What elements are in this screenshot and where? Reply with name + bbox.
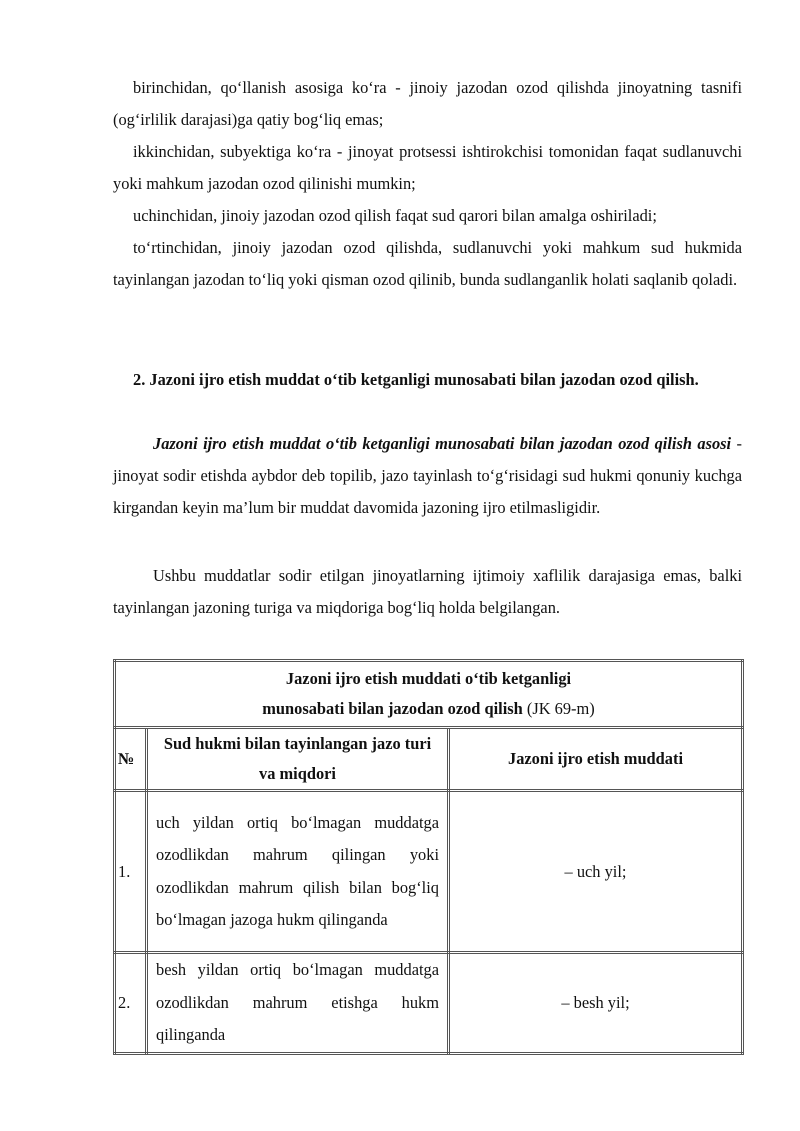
header-num: № — [115, 728, 147, 791]
caption-line2-bold: munosabati bilan jazodan ozod qilish — [262, 699, 523, 718]
table-header-row — [115, 728, 743, 791]
terms-table — [113, 659, 744, 1055]
caption-line2-plain: (JK 69-m) — [522, 699, 595, 718]
section-heading: 2. Jazoni ijro etish muddat o‘tib ketganligi munosabati bilan jazodan ozod qilish. — [133, 370, 699, 389]
table-row — [115, 791, 743, 953]
table-caption — [115, 661, 743, 728]
paragraph-second-feature: ikkinchidan, subyektiga ko‘ra - jinoyat protsessi ishtirokchisi tomonidan faqat sudlanuvchi yoki mahkum jazodan ozod qilinishi mumkin; — [113, 142, 742, 193]
row-num: 1. — [115, 791, 147, 953]
table-row — [115, 953, 743, 1054]
table-caption-row — [115, 661, 743, 728]
row-num: 2. — [115, 953, 147, 1054]
paragraph-fourth-feature: to‘rtinchidan, jinoiy jazodan ozod qilishda, sudlanuvchi yoki mahkum sud hukmida tayinlangan jazodan to‘liq yoki qisman ozod qilinib, bunda sudlanganlik holati saqlanib qoladi. — [113, 238, 742, 289]
definition-paragraph — [113, 428, 742, 524]
row-term: – besh yil; — [449, 953, 743, 1054]
definition-term: Jazoni ijro etish muddat o‘tib ketganligi munosabati bilan jazodan ozod qilish asosi — [153, 434, 732, 453]
header-punishment: Sud hukmi bilan tayinlangan jazo turi va miqdori — [147, 728, 449, 791]
paragraph-terms-basis: Ushbu muddatlar sodir etilgan jinoyatlarning ijtimoiy xaflilik darajasiga emas, balki tayinlangan jazoning turiga va miqdoriga bog‘liq holda belgilangan. — [113, 566, 742, 617]
row-punishment: uch yildan ortiq bo‘lmagan muddatga ozodlikdan mahrum qilingan yoki ozodlikdan mahrum qilish bilan bog‘liq bo‘lmagan jazoga hukm qilinganda — [147, 791, 449, 953]
row-punishment: besh yildan ortiq bo‘lmagan muddatga ozodlikdan mahrum etishga hukm qilinganda — [147, 953, 449, 1054]
row-term: – uch yil; — [449, 791, 743, 953]
paragraph-first-feature: birinchidan, qo‘llanish asosiga ko‘ra - jinoiy jazodan ozod qilishda jinoyatning tasnifi (og‘irlilik darajasi)ga qatiy bog‘liq emas; — [113, 78, 742, 129]
caption-line1: Jazoni ijro etish muddati o‘tib ketganligi — [285, 669, 572, 688]
paragraph-third-feature: uchinchidan, jinoiy jazodan ozod qilish faqat sud qarori bilan amalga oshiriladi; — [133, 206, 657, 225]
header-term: Jazoni ijro etish muddati — [449, 728, 743, 791]
definition-text: - jinoyat sodir etishda aybdor deb topilib, jazo tayinlash to‘g‘risidagi sud hukmi qonuniy kuchga kirgandan keyin ma’lum bir muddat davomida jazoning ijro etilmasligidir. — [113, 434, 742, 517]
